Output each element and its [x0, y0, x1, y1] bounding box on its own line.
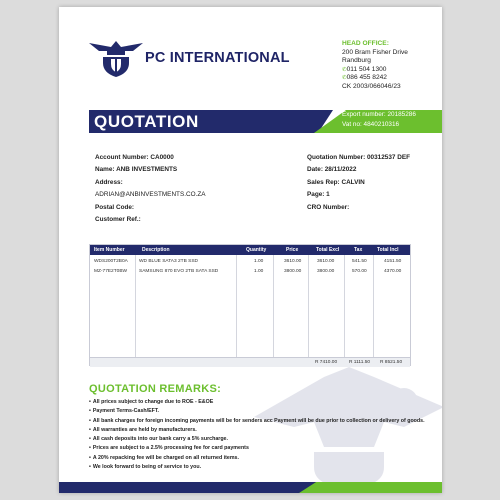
total-excl-value: R 7410.00: [315, 360, 338, 365]
quotation-date: Date: 28/11/2022: [307, 166, 357, 174]
export-block: [342, 110, 438, 129]
export-number: Export number: 20185286: [342, 111, 416, 118]
header-quantity: Quantity: [246, 247, 267, 253]
document-title-bar: [89, 110, 283, 133]
table-header: [90, 245, 410, 255]
phone-icon: ✆: [342, 75, 347, 82]
list-item: • A 20% repacking fee will be charged on all returned items.: [89, 454, 434, 463]
quotation-document: [59, 7, 442, 493]
cell-item-number: MZ-77E2T0BW: [94, 269, 128, 274]
head-office-address-2: Randburg: [342, 57, 371, 65]
head-office-phone-2: [342, 74, 440, 83]
total-tax-value: R 1111.50: [349, 360, 371, 365]
header-total-excl: Total Excl: [316, 247, 340, 253]
quotation-number: Quotation Number: 00312537 DEF: [307, 154, 410, 161]
page-number: Page: 1: [307, 191, 330, 199]
account-number: Account Number: CA0000: [95, 154, 174, 161]
company-name: PC INTERNATIONAL: [145, 50, 290, 66]
footer-stripe-green: [299, 482, 442, 493]
document-title: QUOTATION: [94, 112, 199, 131]
cell-quantity: 1.00: [254, 269, 264, 274]
phone-icon: ✆: [342, 66, 347, 73]
customer-ref: Customer Ref.:: [95, 216, 141, 224]
phone-1-text: 011 504 1300: [346, 65, 387, 73]
cell-total-excl: 3800.00: [317, 269, 335, 274]
head-office-ck: CK 2003/066046/23: [342, 82, 401, 90]
list-item: • We look forward to being of service to you.: [89, 463, 434, 472]
cell-tax: 570.00: [352, 269, 367, 274]
header-item-number: Item Number: [94, 247, 125, 253]
cell-price: 3800.00: [284, 269, 302, 274]
list-item: • All warranties are held by manufacturers.: [89, 426, 434, 435]
list-item: • All cash deposits into our bank carry a 5% surcharge.: [89, 435, 434, 444]
address-label: Address:: [95, 178, 123, 186]
list-item: • Prices are subject to a 2.5% processing fee for card payments: [89, 444, 434, 453]
phone-2-text: 086 455 8242: [346, 74, 387, 82]
table-row: [90, 259, 410, 268]
vat-number: Vat no: 4840210316: [342, 120, 400, 128]
items-table: [89, 244, 411, 366]
company-logo: [89, 37, 324, 87]
header-description: Description: [142, 247, 170, 253]
cell-total-incl: 4151.50: [384, 259, 402, 264]
head-office-phone-1: [342, 66, 440, 75]
remarks-list: [89, 398, 434, 472]
header-price: Price: [286, 247, 299, 253]
cell-description: SAMSUNG 870 EVO 2TB SATA SSD: [139, 269, 219, 274]
cell-quantity: 1.00: [254, 259, 264, 264]
table-row: [90, 269, 410, 278]
list-item: • All prices subject to change due to ROE - E&OE: [89, 398, 434, 407]
cell-description: WD BLUE SATA3 2TB SSD: [139, 259, 198, 264]
table-totals-row: [90, 357, 410, 367]
head-office-block: [342, 40, 440, 92]
customer-info: [95, 152, 206, 226]
postal-code: Postal Code:: [95, 203, 135, 211]
list-item: • All bank charges for foreign incoming payments will be for senders acc Payment will be due prior to collection or delivery of goods.: [89, 417, 434, 426]
remarks-title: QUOTATION REMARKS:: [89, 383, 222, 395]
customer-name: Name: ANB INVESTMENTS: [95, 166, 178, 174]
customer-email: ADRIAN@ANBINVESTMENTS.CO.ZA: [95, 191, 206, 199]
cell-total-excl: 3610.00: [317, 259, 335, 264]
eagle-logo-icon: [89, 37, 143, 77]
cell-total-incl: 4370.00: [384, 269, 402, 274]
header-tax: Tax: [354, 247, 363, 253]
header-total-incl: Total Incl: [377, 247, 399, 253]
cell-tax: 541.50: [352, 259, 367, 264]
total-incl-value: R 8521.50: [380, 360, 403, 365]
head-office-title: HEAD OFFICE:: [342, 40, 389, 47]
list-item: • Payment Terms-Cash/EFT.: [89, 407, 434, 416]
sales-rep: Sales Rep: CALVIN: [307, 178, 365, 186]
head-office-address-1: 200 Bram Fisher Drive: [342, 48, 408, 56]
cell-price: 3610.00: [284, 259, 302, 264]
cro-number: CRO Number:: [307, 203, 350, 211]
quotation-info: [307, 152, 410, 214]
cell-item-number: WDS200T2B0A: [94, 259, 128, 264]
